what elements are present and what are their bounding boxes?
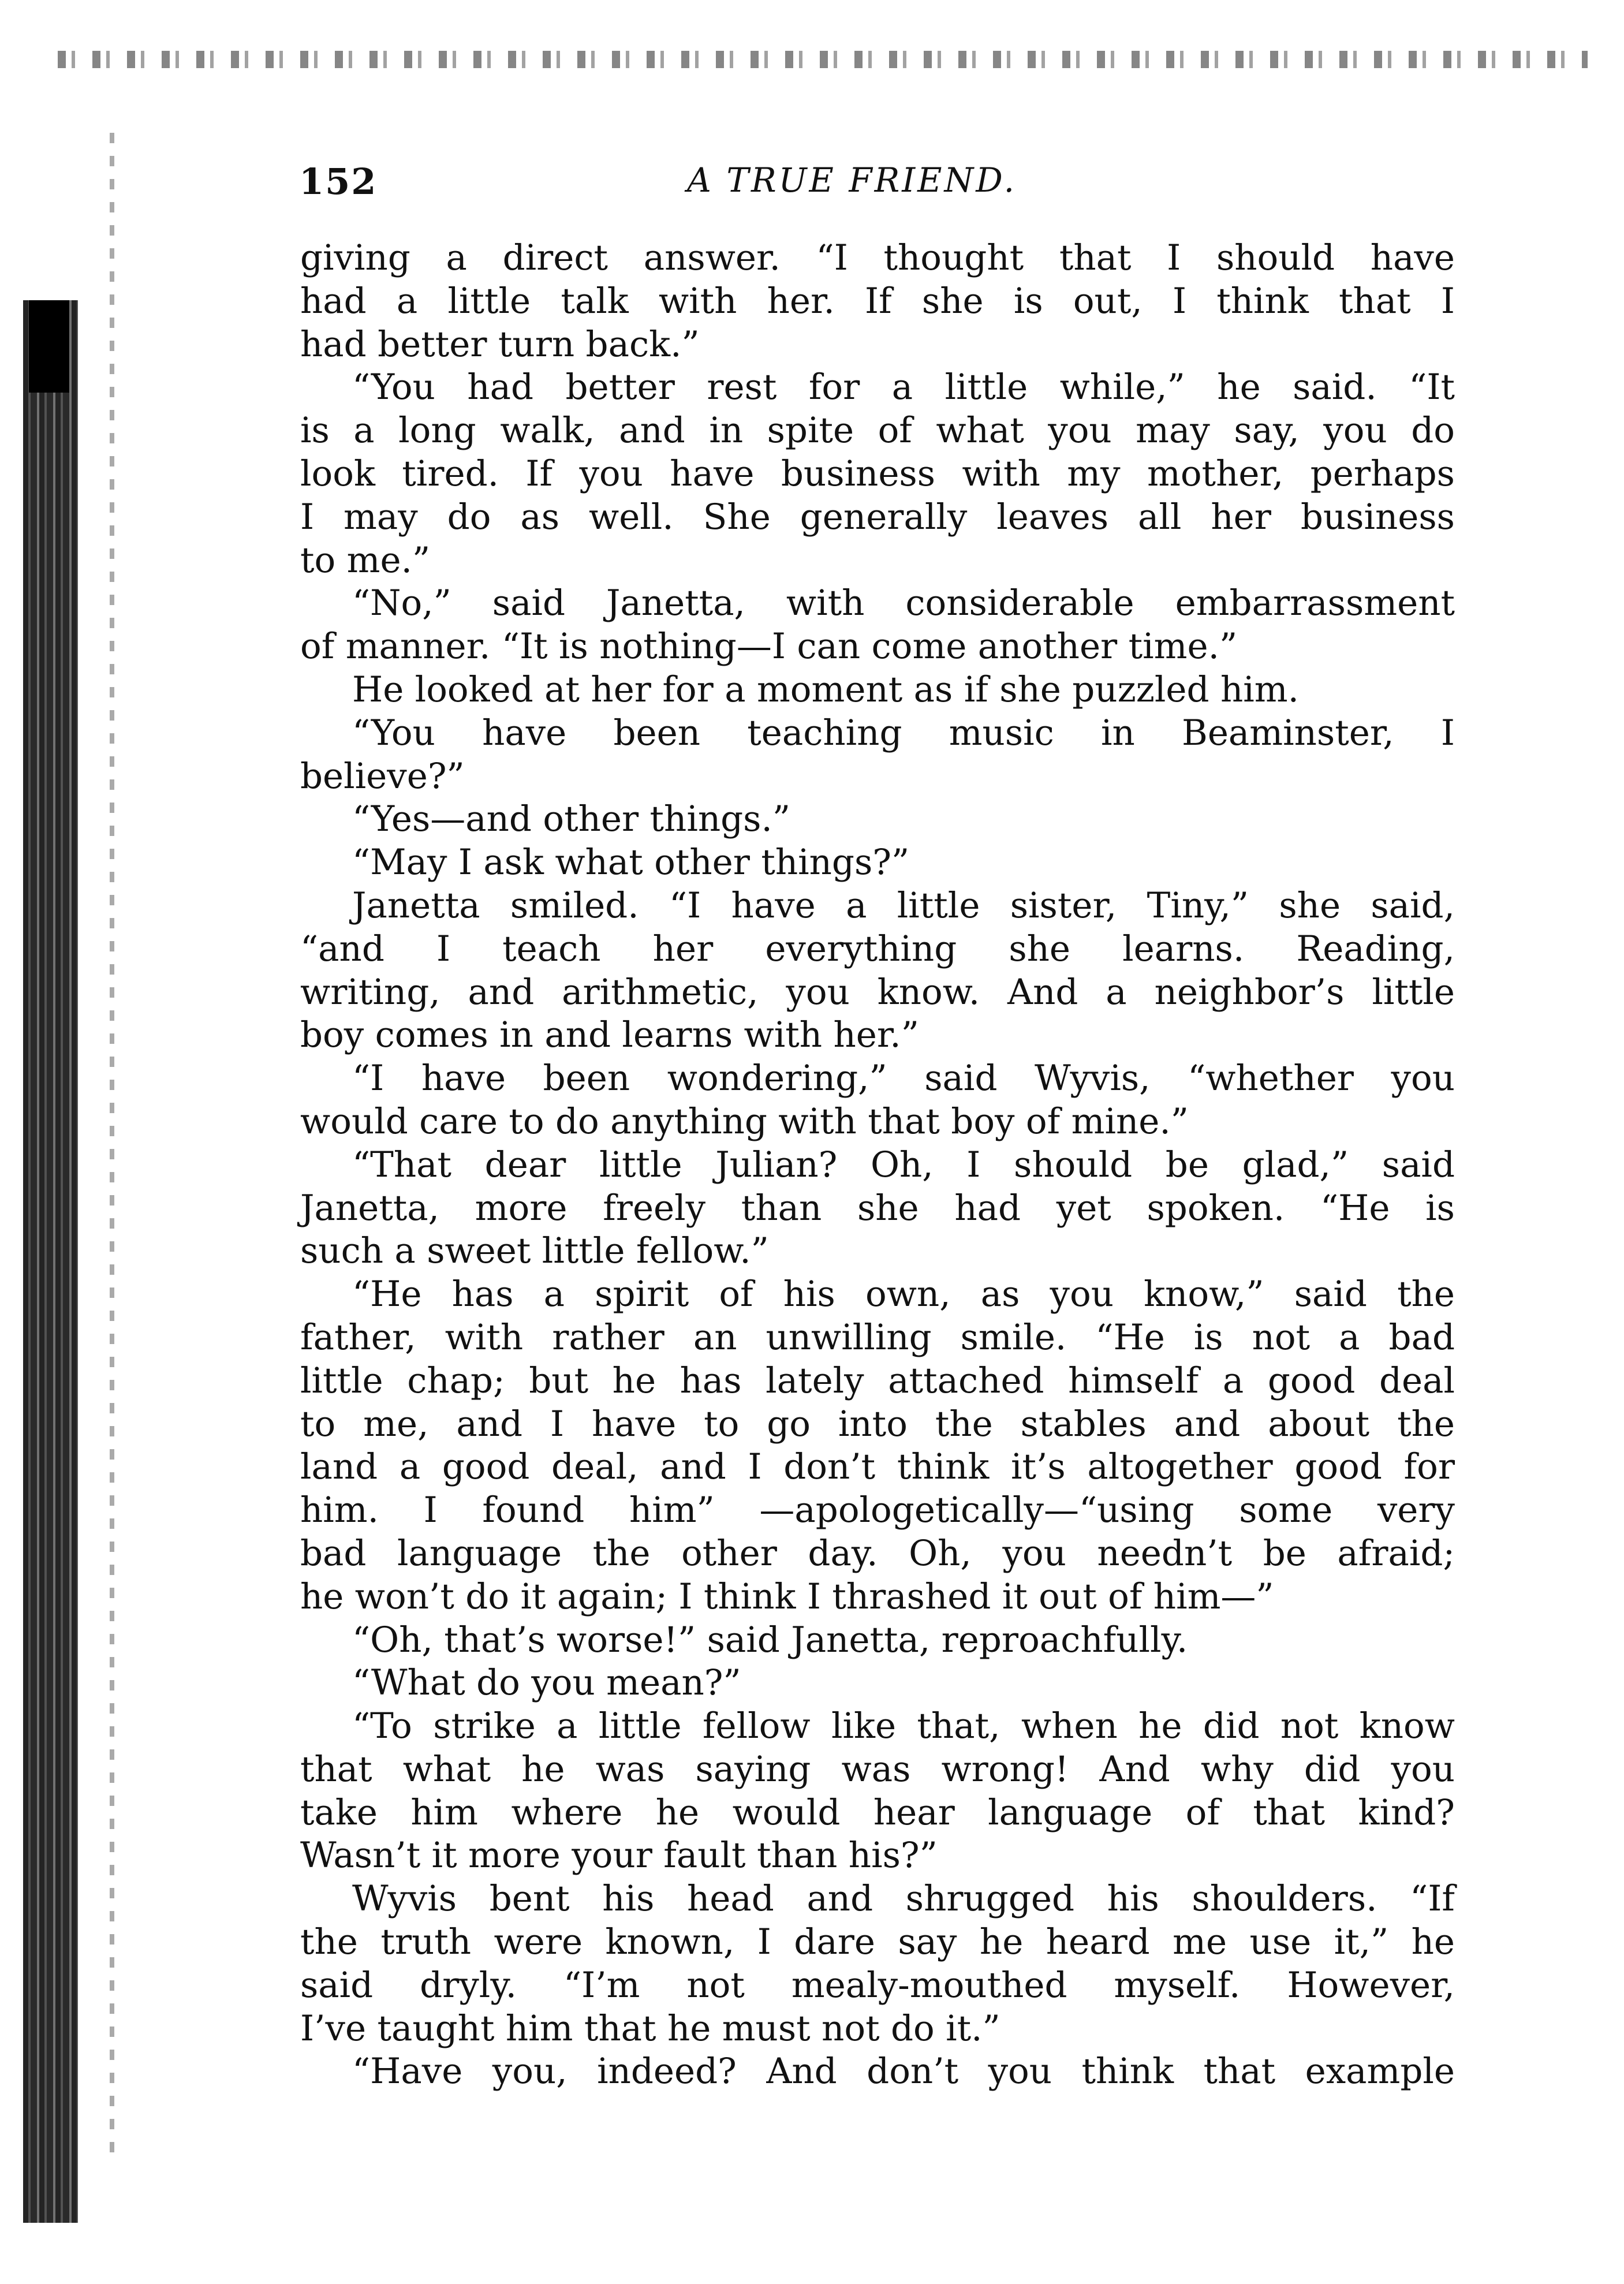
scan-edge-shadow-top (29, 300, 69, 393)
text-line: believe?” (300, 755, 465, 797)
body-text (300, 237, 1455, 2093)
scan-edge-shadow (23, 300, 78, 2223)
text-line: is a long walk, and in spite of what you may say, you do (300, 410, 1455, 451)
text-line: Janetta, more freely than she had yet spoken. “He is (300, 1187, 1455, 1229)
text-line: boy comes in and learns with her.” (300, 1014, 919, 1056)
text-line: Janetta smiled. “I have a little sister, Tiny,” she said, (352, 885, 1455, 926)
text-line: Wasn’t it more your fault than his?” (300, 1835, 938, 1876)
text-line: I may do as well. She generally leaves all her business (300, 496, 1455, 538)
text-line: “Have you, indeed? And don’t you think that example (352, 2051, 1455, 2092)
text-line: I’ve taught him that he must not do it.” (300, 2007, 1000, 2049)
text-line: land a good deal, and I don’t think it’s altogether good for (300, 1446, 1455, 1488)
text-line: writing, and arithmetic, you know. And a neighbor’s little (300, 971, 1455, 1013)
text-line: had better turn back.” (300, 323, 700, 365)
text-line: little chap; but he has lately attached himself a good deal (300, 1360, 1455, 1401)
text-line: “Yes—and other things.” (352, 798, 791, 840)
text-line: that what he was saying was wrong! And why did you (300, 1748, 1455, 1790)
scan-gutter-marks (110, 133, 114, 2154)
text-line: “No,” said Janetta, with considerable embarrassment (352, 583, 1455, 624)
text-line: “and I teach her everything she learns. Reading, (300, 928, 1455, 969)
text-line: “Oh, that’s worse!” said Janetta, reproachfully. (352, 1619, 1188, 1660)
running-head: A TRUE FRIEND. (687, 161, 1017, 200)
text-line: father, with rather an unwilling smile. “He is not a bad (300, 1316, 1455, 1358)
text-line: “He has a spirit of his own, as you know,” said the (352, 1274, 1455, 1315)
text-line: had a little talk with her. If she is out, I think that I (300, 280, 1455, 322)
text-line: He looked at her for a moment as if she puzzled him. (352, 669, 1299, 710)
text-line: him. I found him” —apologetically—“using some very (300, 1490, 1455, 1531)
text-line: giving a direct answer. “I thought that I should have (300, 237, 1455, 278)
text-line: look tired. If you have business with my mother, perhaps (300, 453, 1455, 494)
text-line: take him where he would hear language of that kind? (300, 1792, 1455, 1833)
text-line: Wyvis bent his head and shrugged his shoulders. “If (352, 1878, 1455, 1920)
text-line: said dryly. “I’m not mealy-mouthed myself. However, (300, 1964, 1455, 2006)
text-line: “What do you mean?” (352, 1662, 741, 1704)
text-line: of manner. “It is nothing—I can come another time.” (300, 626, 1238, 667)
text-line: to me, and I have to go into the stables and about the (300, 1403, 1455, 1445)
text-line: to me.” (300, 539, 431, 581)
text-line: “May I ask what other things?” (352, 842, 910, 883)
text-line: “I have been wondering,” said Wyvis, “whether you (352, 1058, 1455, 1099)
text-line: such a sweet little fellow.” (300, 1230, 769, 1272)
text-line: bad language the other day. Oh, you needn’t be afraid; (300, 1532, 1455, 1574)
text-line: the truth were known, I dare say he heard me use it,” he (300, 1921, 1455, 1963)
text-line: “You had better rest for a little while,” he said. “It (352, 367, 1455, 408)
text-line: would care to do anything with that boy of mine.” (300, 1100, 1189, 1142)
scan-noise-top (58, 51, 1588, 68)
text-line: “To strike a little fellow like that, when he did not know (352, 1705, 1455, 1747)
text-line: “You have been teaching music in Beaminster, I (352, 712, 1455, 753)
page-number: 152 (299, 161, 378, 203)
text-line: he won’t do it again; I think I thrashed it out of him—” (300, 1576, 1274, 1617)
text-line: “That dear little Julian? Oh, I should be glad,” said (352, 1144, 1455, 1185)
